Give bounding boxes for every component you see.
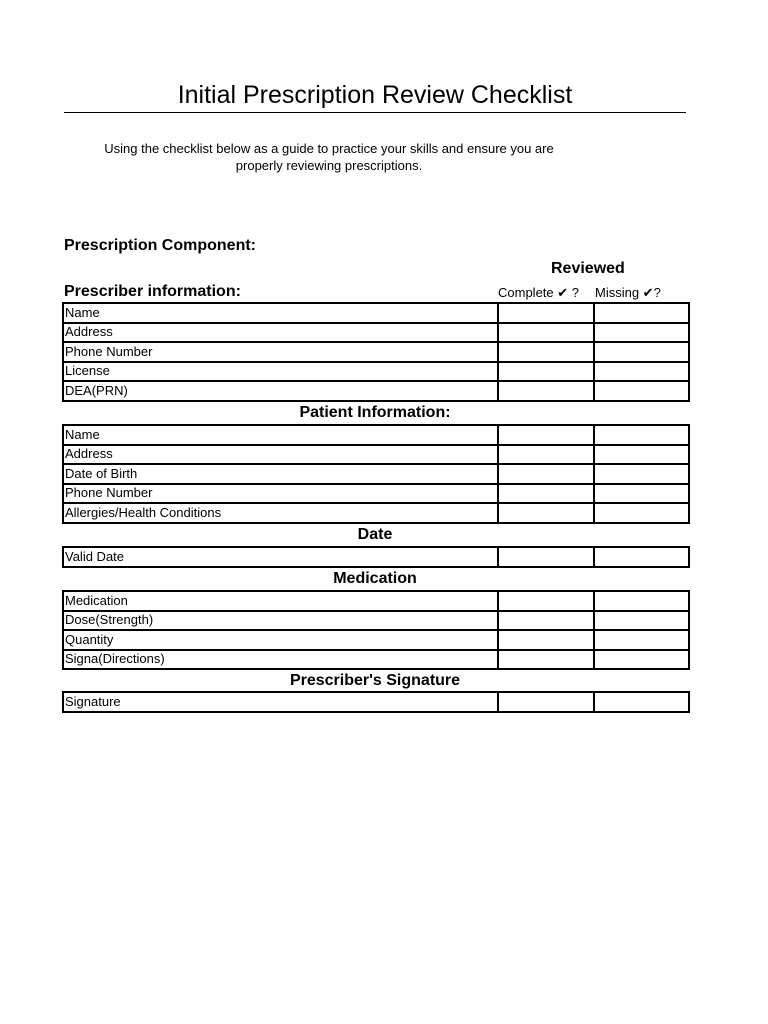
missing-checkbox-cell[interactable] [594, 342, 689, 362]
complete-checkbox-cell[interactable] [498, 381, 594, 401]
missing-column-header: Missing ✔? [595, 285, 661, 300]
missing-checkbox-cell[interactable] [594, 323, 689, 343]
row-label: License [63, 362, 498, 382]
row-label: Allergies/Health Conditions [63, 503, 498, 523]
complete-checkbox-cell[interactable] [498, 591, 594, 611]
table-row [63, 484, 689, 504]
prescriber-signature-heading: Prescriber's Signature [289, 672, 461, 689]
table-row [63, 692, 689, 712]
complete-checkbox-cell[interactable] [498, 484, 594, 504]
complete-checkbox-cell[interactable] [498, 611, 594, 631]
missing-checkbox-cell[interactable] [594, 425, 689, 445]
reviewed-label: Reviewed [551, 260, 625, 277]
row-label: Signature [63, 692, 498, 712]
row-label: Medication [63, 591, 498, 611]
complete-checkbox-cell[interactable] [498, 303, 594, 323]
missing-checkbox-cell[interactable] [594, 445, 689, 465]
prescriber-information-table [62, 302, 690, 402]
date-table [62, 546, 690, 568]
table-row [63, 650, 689, 670]
intro-line-1: Using the checklist below as a guide to practice your skills and ensure you are [104, 141, 554, 156]
complete-checkbox-cell[interactable] [498, 547, 594, 567]
complete-checkbox-cell[interactable] [498, 425, 594, 445]
missing-checkbox-cell[interactable] [594, 650, 689, 670]
table-row [63, 630, 689, 650]
row-label: Date of Birth [63, 464, 498, 484]
complete-checkbox-cell[interactable] [498, 323, 594, 343]
missing-checkbox-cell[interactable] [594, 692, 689, 712]
row-label: Phone Number [63, 342, 498, 362]
table-row [63, 591, 689, 611]
prescriber-information-heading: Prescriber information: [64, 283, 241, 300]
table-row [63, 445, 689, 465]
missing-checkbox-cell[interactable] [594, 611, 689, 631]
complete-checkbox-cell[interactable] [498, 630, 594, 650]
table-row [63, 503, 689, 523]
missing-checkbox-cell[interactable] [594, 303, 689, 323]
missing-checkbox-cell[interactable] [594, 464, 689, 484]
missing-checkbox-cell[interactable] [594, 591, 689, 611]
table-row [63, 611, 689, 631]
table-row [63, 303, 689, 323]
title-divider [64, 112, 686, 113]
row-label: Signa(Directions) [63, 650, 498, 670]
missing-checkbox-cell[interactable] [594, 630, 689, 650]
row-label: Valid Date [63, 547, 498, 567]
missing-checkbox-cell[interactable] [594, 547, 689, 567]
intro-text [64, 140, 594, 174]
complete-checkbox-cell[interactable] [498, 464, 594, 484]
table-row [63, 342, 689, 362]
table-row [63, 547, 689, 567]
page-title: Initial Prescription Review Checklist [177, 81, 573, 109]
prescription-component-label: Prescription Component: [64, 237, 257, 254]
patient-information-heading: Patient Information: [299, 404, 451, 421]
complete-checkbox-cell[interactable] [498, 650, 594, 670]
patient-information-table [62, 424, 690, 524]
row-label: Address [63, 323, 498, 343]
date-heading: Date [357, 526, 393, 543]
complete-checkbox-cell[interactable] [498, 342, 594, 362]
row-label: Quantity [63, 630, 498, 650]
complete-checkbox-cell[interactable] [498, 503, 594, 523]
table-row [63, 425, 689, 445]
row-label: DEA(PRN) [63, 381, 498, 401]
complete-checkbox-cell[interactable] [498, 362, 594, 382]
medication-heading: Medication [333, 570, 417, 587]
table-row [63, 362, 689, 382]
medication-table [62, 590, 690, 670]
row-label: Address [63, 445, 498, 465]
row-label: Name [63, 425, 498, 445]
row-label: Phone Number [63, 484, 498, 504]
table-row [63, 381, 689, 401]
table-row [63, 323, 689, 343]
row-label: Name [63, 303, 498, 323]
complete-column-header: Complete ✔ ? [498, 285, 579, 300]
missing-checkbox-cell[interactable] [594, 381, 689, 401]
missing-checkbox-cell[interactable] [594, 484, 689, 504]
row-label: Dose(Strength) [63, 611, 498, 631]
complete-checkbox-cell[interactable] [498, 692, 594, 712]
complete-checkbox-cell[interactable] [498, 445, 594, 465]
table-row [63, 464, 689, 484]
missing-checkbox-cell[interactable] [594, 503, 689, 523]
intro-line-2: properly reviewing prescriptions. [235, 158, 423, 173]
signature-table [62, 691, 690, 713]
missing-checkbox-cell[interactable] [594, 362, 689, 382]
